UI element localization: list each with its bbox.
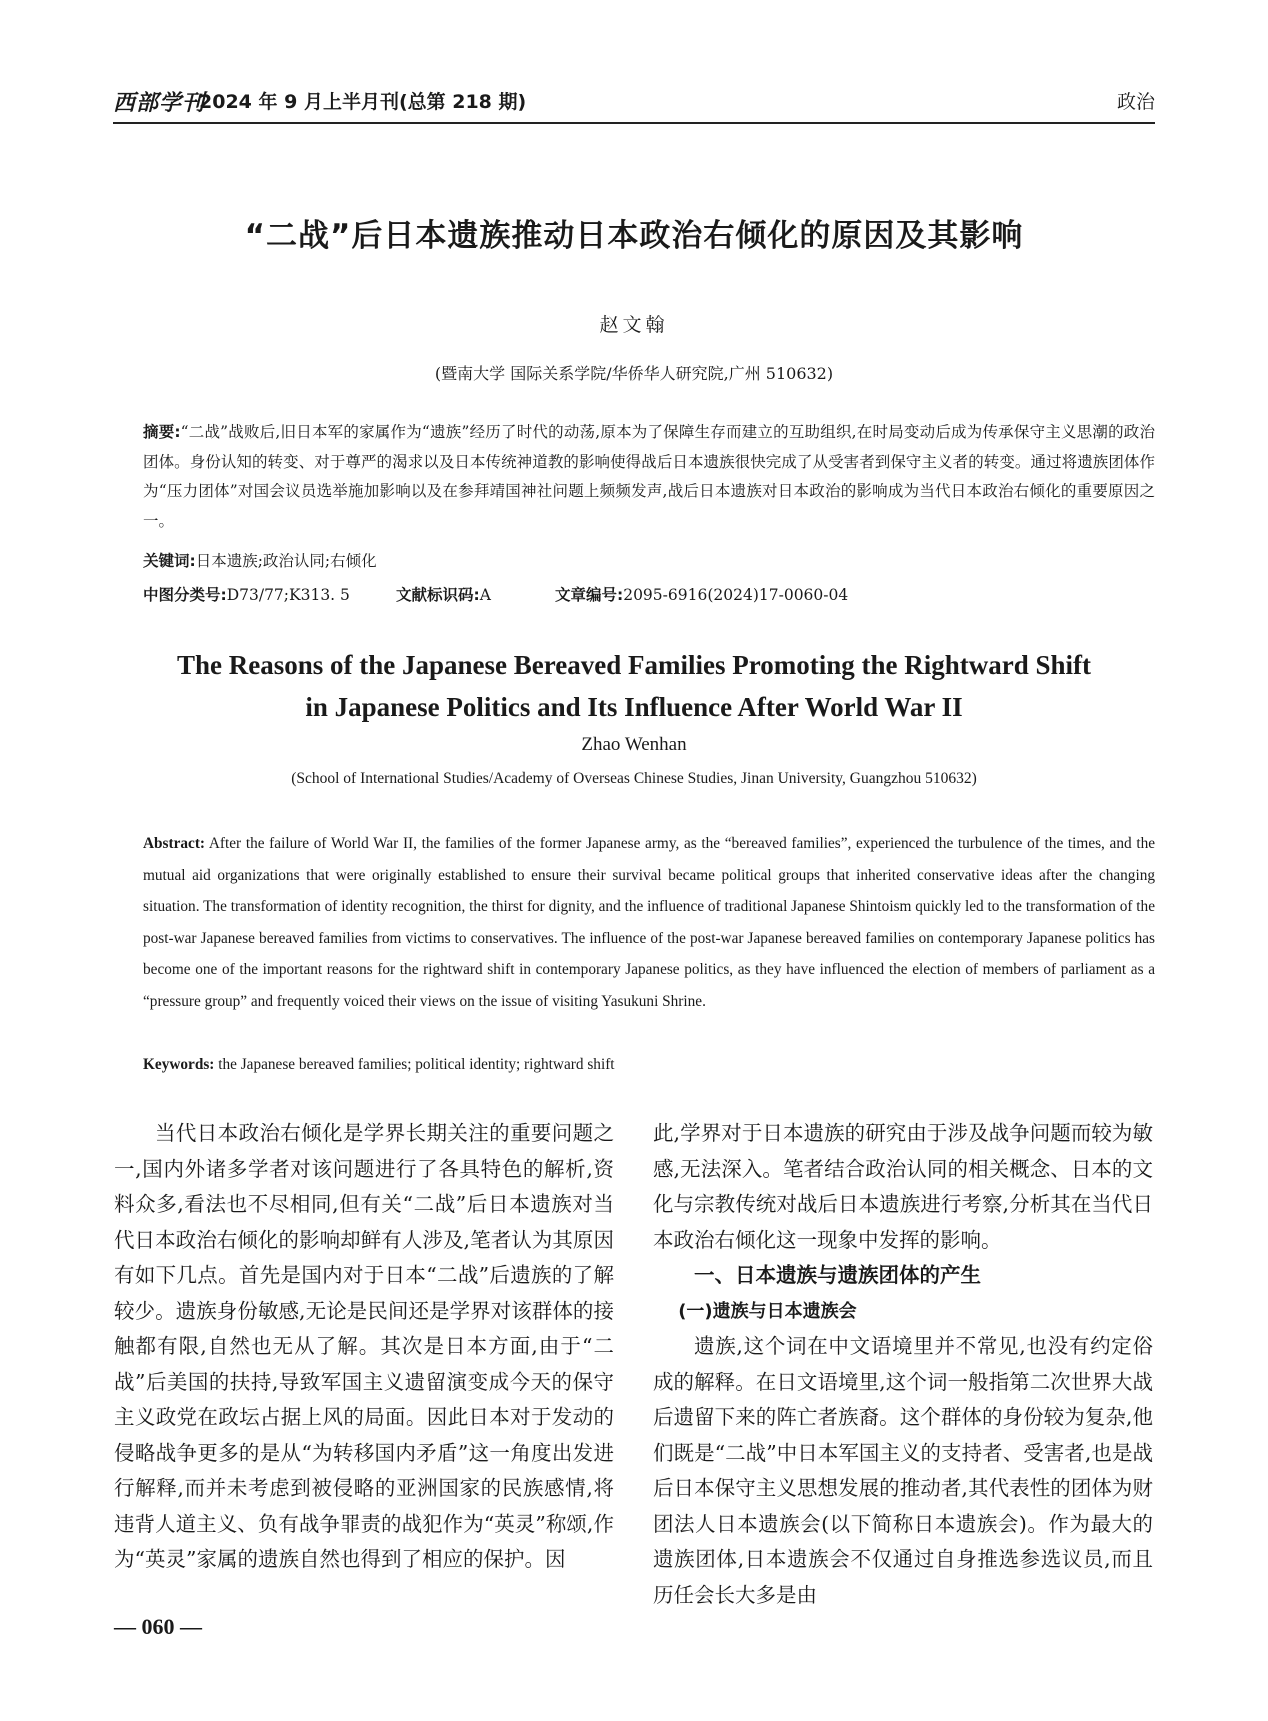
english-title bbox=[0, 644, 1268, 728]
section-label: 政治 bbox=[1116, 91, 1155, 113]
page-number: — 060 — bbox=[114, 1614, 202, 1639]
chinese-author: 赵文翰 bbox=[599, 314, 669, 336]
section-heading-1: 一、日本遗族与遗族团体的产生 bbox=[694, 1263, 981, 1287]
body-column-right bbox=[653, 1116, 1153, 1613]
english-keywords bbox=[143, 1056, 615, 1074]
section-paragraph: 遗族,这个词在中文语境里并不常见,也没有约定俗成的解释。在日文语境里,这个词一般指第二次世界大战后遗留下来的阵亡者族裔。这个群体的身份较为复杂,他们既是“二战”中日本军国主义的支持者、受害者,也是战后日本保守主义思想发展的推动者,其代表性的团体为财团法人日本遗族会(以下简称日本遗族会)。作为最大的遗族团体,日本遗族会不仅通过自身推选参选议员,而且历任会长大多是由 bbox=[653, 1334, 1153, 1607]
english-author: Zhao Wenhan bbox=[581, 734, 687, 755]
body-column-left bbox=[114, 1116, 614, 1578]
article-number: 文章编号:2095-6916(2024)17-0060-04 bbox=[555, 586, 849, 604]
intro-paragraph: 当代日本政治右倾化是学界长期关注的重要问题之一,国内外诸多学者对该问题进行了各具特色的解析,资料众多,看法也不尽相同,但有关“二战”后日本遗族对当代日本政治右倾化的影响却鲜有人涉及,笔者认为其原因有如下几点。首先是国内对于日本“二战”后遗族的了解较少。遗族身份敏感,无论是民间还是学界对该群体的接触都有限,自然也无从了解。其次是日本方面,由于“二战”后美国的扶持,导致军国主义遗留演变成今天的保守主义政党在政坛占据上风的局面。因此日本对于发动的侵略战争更多的是从“为转移国内矛盾”这一角度出发进行解释,而并未考虑到被侵略的亚洲国家的民族感情,将违背人道主义、负有战争罪责的战犯作为“英灵”称颂,作为“英灵”家属的遗族自然也得到了相应的保护。因 bbox=[114, 1121, 614, 1571]
english-keywords-text: the Japanese bereaved families; political identity; rightward shift bbox=[218, 1056, 615, 1073]
chinese-title: “二战”后日本遗族推动日本政治右倾化的原因及其影响 bbox=[244, 218, 1024, 254]
english-title-line-2: in Japanese Politics and Its Influence After World War II bbox=[305, 692, 963, 722]
chinese-keywords-text: 日本遗族;政治认同;右倾化 bbox=[195, 552, 377, 570]
english-affiliation: (School of International Studies/Academy of Overseas Chinese Studies, Jinan University, Guangzhou 510632) bbox=[291, 770, 977, 787]
english-keywords-label: Keywords: bbox=[143, 1056, 215, 1073]
journal-logo: 西部学刊 bbox=[113, 90, 206, 116]
english-title-line-1: The Reasons of the Japanese Bereaved Families Promoting the Rightward Shift bbox=[177, 650, 1091, 680]
english-abstract bbox=[143, 828, 1155, 1017]
english-abstract-label: Abstract: bbox=[143, 835, 206, 852]
subsection-heading-1: (一)遗族与日本遗族会 bbox=[678, 1300, 857, 1322]
chinese-affiliation: (暨南大学 国际关系学院/华侨华人研究院,广州 510632) bbox=[434, 364, 834, 383]
journal-issue: 2024 年 9 月上半月刊(总第 218 期) bbox=[199, 91, 527, 113]
chinese-abstract-label: 摘要: bbox=[143, 423, 181, 441]
chinese-abstract bbox=[143, 418, 1155, 536]
chinese-keywords-label: 关键词: bbox=[143, 552, 196, 570]
chinese-keywords bbox=[143, 549, 377, 571]
running-header bbox=[113, 86, 1155, 124]
document-code: 文献标识码:A bbox=[396, 586, 491, 604]
intro-paragraph-continued: 此,学界对于日本遗族的研究由于涉及战争问题而较为敏感,无法深入。笔者结合政治认同的相关概念、日本的文化与宗教传统对战后日本遗族进行考察,分析其在当代日本政治右倾化这一现象中发挥的影响。 bbox=[653, 1121, 1153, 1252]
english-abstract-text: After the failure of World War II, the families of the former Japanese army, as the “bereaved families”, experienced the turbulence of the times, and the mutual aid organizations that were originally established to ensure their survival became political groups that inherited conservative ideas after the changing situation. The transformation of identity recognition, the thirst for dignity, and the influence of traditional Japanese Shintoism quickly led to the transformation of the post-war Japanese bereaved families from victims to conservatives. The influence of the post-war Japanese bereaved families on contemporary Japanese politics has become one of the important reasons for the rightward shift in contemporary Japanese politics, as they have influenced the election of members of parliament as a “pressure group” and frequently voiced their views on the issue of visiting Yasukuni Shrine. bbox=[143, 835, 1156, 1010]
chinese-abstract-text: “二战”战败后,旧日本军的家属作为“遗族”经历了时代的动荡,原本为了保障生存而建立的互助组织,在时局变动后成为传承保守主义思潮的政治团体。身份认知的转变、对于尊严的渴求以及日本传统神道教的影响使得战后日本遗族很快完成了从受害者到保守主义者的转变。通过将遗族团体作为“压力团体”对国会议员选举施加影响以及在参拜靖国神社问题上频频发声,战后日本遗族对日本政治的影响成为当代日本政治右倾化的重要原因之一。 bbox=[143, 423, 1156, 530]
clc-number: 中图分类号:D73/77;K313. 5 bbox=[143, 586, 350, 604]
